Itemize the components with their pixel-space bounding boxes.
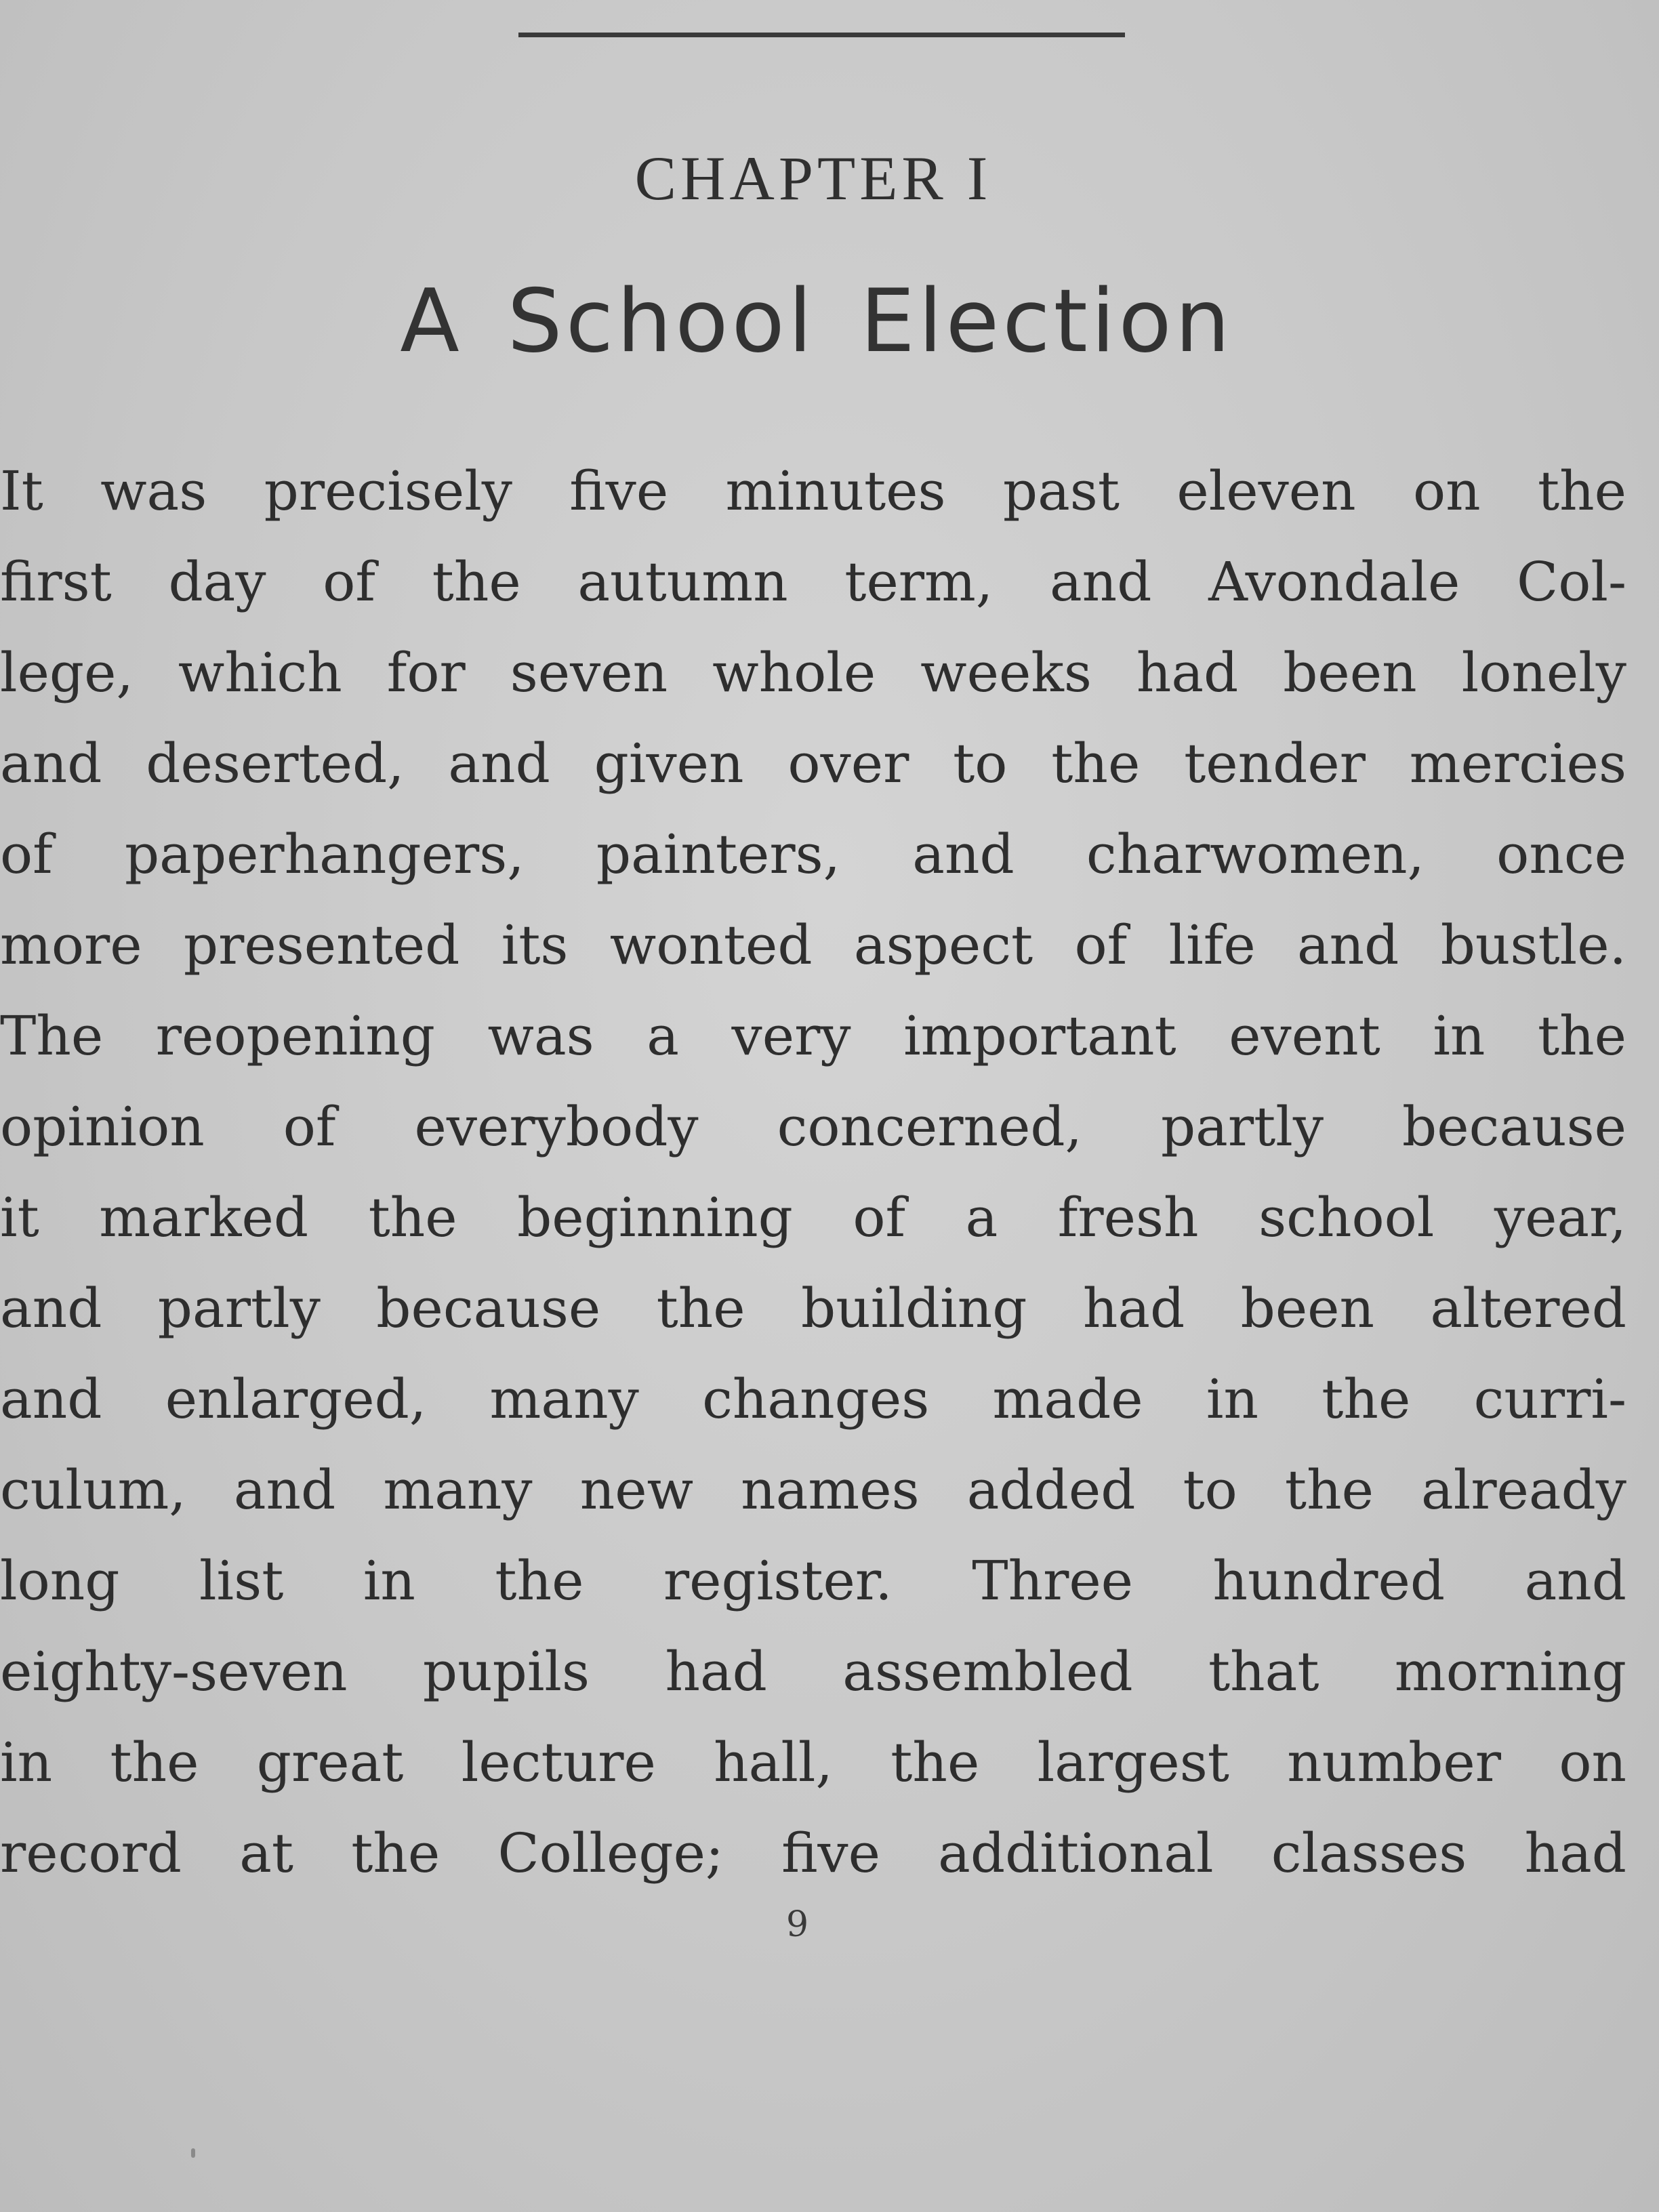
chapter-title: A School Election bbox=[400, 271, 1233, 372]
text-line: and partly because the building had been altered bbox=[0, 1277, 1626, 1340]
text-line: more presented its wonted aspect of life and bustle. bbox=[0, 914, 1626, 977]
chapter-number: CHAPTER I bbox=[634, 144, 992, 213]
text-line: in the great lecture hall, the largest number on bbox=[0, 1731, 1626, 1794]
text-line: it marked the beginning of a fresh school year, bbox=[0, 1186, 1626, 1249]
text-line: It was precisely five minutes past eleven on the bbox=[0, 459, 1626, 523]
text-line: opinion of everybody concerned, partly because bbox=[0, 1095, 1626, 1158]
text-line: The reopening was a very important event in the bbox=[0, 1004, 1626, 1067]
text-line: eighty-seven pupils had assembled that morning bbox=[0, 1640, 1626, 1703]
text-line: long list in the register. Three hundred and bbox=[0, 1549, 1626, 1612]
text-line: and enlarged, many changes made in the curri- bbox=[0, 1368, 1626, 1431]
text-line: of paperhangers, painters, and charwomen, once bbox=[0, 823, 1626, 886]
top-rule-divider bbox=[518, 33, 1125, 37]
text-line: and deserted, and given over to the tender mercies bbox=[0, 732, 1626, 795]
text-line: record at the College; five additional classes had bbox=[0, 1822, 1626, 1885]
text-line: first day of the autumn term, and Avondale Col- bbox=[0, 550, 1626, 613]
body-paragraph bbox=[0, 446, 1626, 1899]
text-line: culum, and many new names added to the already bbox=[0, 1458, 1626, 1521]
text-line: lege, which for seven whole weeks had been lonely bbox=[0, 641, 1626, 704]
page-number: 9 bbox=[786, 1904, 809, 1945]
paper-speck bbox=[191, 2148, 195, 2158]
